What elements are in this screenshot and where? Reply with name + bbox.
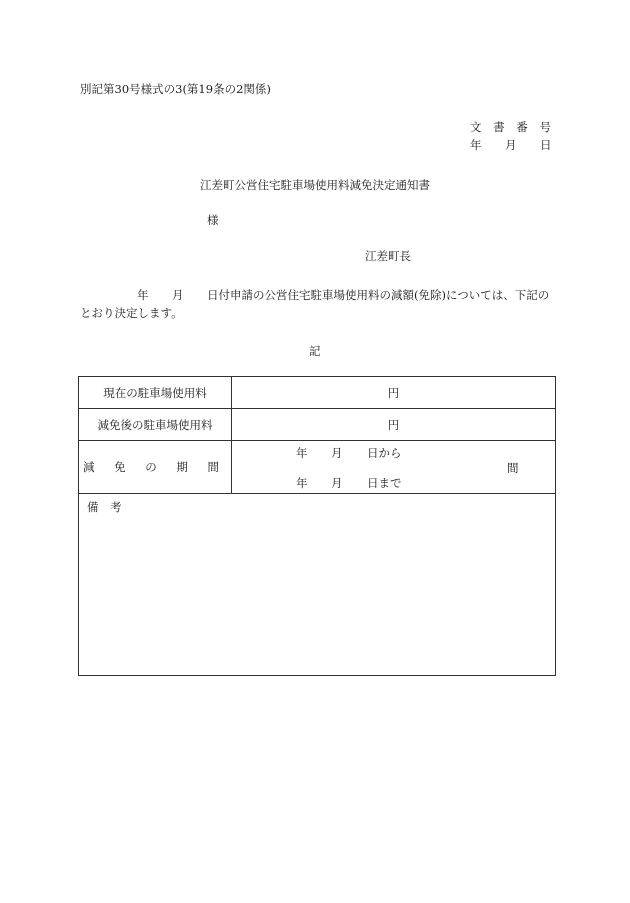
- period-from-year: 年: [296, 446, 308, 460]
- document-title: 江差町公営住宅駐車場使用料減免決定通知書: [200, 178, 430, 192]
- period-to-day: 日まで: [367, 476, 402, 490]
- addressee-honorific: 様: [207, 213, 219, 227]
- document-number: 文 書 番 号: [470, 120, 555, 134]
- form-reference: 別記第30号様式の3(第19条の2関係): [80, 82, 271, 96]
- period-from-month: 月: [331, 446, 343, 460]
- current-fee-value: [232, 377, 556, 409]
- period-label-text: 減 免 の 期 間: [82, 460, 228, 474]
- body-line1: 日付申請の公営住宅駐車場使用料の減額(免除)については、下記の: [207, 288, 550, 302]
- period-to-month: 月: [331, 476, 343, 490]
- remarks-cell: [79, 494, 556, 676]
- issue-date-year: 年: [470, 138, 482, 152]
- issue-date-month: 月: [505, 138, 517, 152]
- period-from-day: 日から: [367, 446, 402, 460]
- period-label: [79, 441, 232, 494]
- ki-heading: 記: [309, 344, 321, 358]
- table-row: [79, 441, 556, 494]
- remarks-label: 備 考: [87, 500, 122, 514]
- table-row: [79, 494, 556, 676]
- after-fee-label: 減免後の駐車場使用料: [79, 409, 232, 441]
- current-fee-unit: 円: [387, 385, 400, 400]
- body-year: 年: [137, 288, 149, 302]
- period-unit: 間: [507, 461, 519, 475]
- after-fee-unit: 円: [387, 417, 400, 432]
- current-fee-label: 現在の駐車場使用料: [79, 377, 232, 409]
- body-month: 月: [172, 288, 184, 302]
- body-line2: とおり決定します。: [80, 306, 183, 320]
- after-fee-value: [232, 409, 556, 441]
- table-row: [79, 377, 556, 409]
- issuer-name: 江差町長: [365, 249, 411, 263]
- period-to-year: 年: [296, 476, 308, 490]
- period-value: [232, 441, 556, 494]
- table-row: [79, 409, 556, 441]
- issue-date-day: 日: [540, 138, 552, 152]
- decision-table: [78, 376, 556, 676]
